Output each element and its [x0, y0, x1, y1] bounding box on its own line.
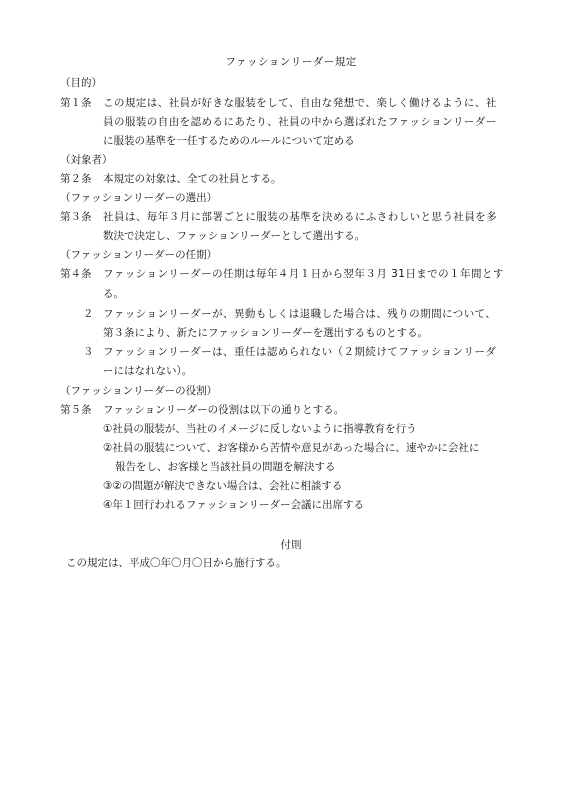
section-heading-role: （ファッションリーダーの役割）	[60, 385, 218, 397]
article-4-paragraph-3-line-2: ーにはなれない）。	[103, 365, 193, 377]
document-title: ファッションリーダー規定	[225, 56, 357, 68]
section-heading-purpose: （目的）	[60, 77, 102, 89]
article-4-paragraph-3-number: ３	[83, 346, 94, 358]
article-5-item-2-line-1: ②社員の服装について、お客様から苦情や意見があった場合に、速やかに会社に	[103, 442, 480, 454]
section-heading-selection: （ファッションリーダーの選出）	[60, 192, 218, 204]
article-4-paragraph-2-line-1: ファッションリーダーが、異動もしくは退職した場合は、残りの期間について、	[103, 308, 497, 320]
article-4-paragraph-2-line-2: 第３条により、新たにファッションリーダーを選出するものとする。	[103, 327, 429, 339]
article-5-item-4: ④年１回行われるファッションリーダー会議に出席する	[103, 499, 364, 511]
article-4-line-2: る。	[103, 288, 124, 300]
article-1-line-1: この規定は、社員が好きな服装をして、自由な発想で、楽しく働けるように、社	[103, 97, 497, 109]
article-1-number: 第１条	[60, 97, 92, 109]
article-3-number: 第３条	[60, 211, 92, 223]
article-4-paragraph-2-number: ２	[83, 308, 94, 320]
article-2-number: 第２条	[60, 173, 92, 185]
section-heading-scope: （対象者）	[60, 154, 113, 166]
article-1-line-2: 員の服装の自由を認めるにあたり、社員の中から選ばれたファッションリーダー	[103, 116, 497, 128]
article-5-item-1: ①社員の服装が、当社のイメージに反しないように指導教育を行う	[103, 423, 417, 435]
section-heading-term: （ファッションリーダーの任期）	[60, 249, 218, 261]
article-3-line-1: 社員は、毎年３月に部署ごとに服装の基準を決めるにふさわしいと思う社員を多	[103, 211, 498, 223]
article-4-paragraph-3-line-1: ファッションリーダーは、重任は認められない（２期続けてファッションリーダ	[103, 346, 497, 358]
article-5-line-1: ファッションリーダーの役割は以下の通りとする。	[103, 404, 345, 416]
supplementary-body: この規定は、平成〇年〇月〇日から施行する。	[66, 557, 287, 569]
article-4-number: 第４条	[60, 268, 92, 280]
article-3-line-2: 数決で決定し、ファッションリーダーとして選出する。	[103, 230, 366, 242]
article-1-line-3: に服装の基準を一任するためのルールについて定める	[103, 135, 355, 147]
article-2-line-1: 本規定の対象は、全ての社員とする。	[103, 173, 282, 185]
article-4-line-1: ファッションリーダーの任期は毎年４月１日から翌年３月 31日までの１年間とす	[103, 268, 504, 280]
article-5-number: 第５条	[60, 404, 92, 416]
article-5-item-2-line-2: 報告をし、お客様と当該社員の問題を解決する	[115, 461, 336, 473]
supplementary-title: 付則	[280, 539, 302, 551]
article-5-item-3: ③②の問題が解決できない場合は、会社に相談する	[103, 480, 343, 492]
